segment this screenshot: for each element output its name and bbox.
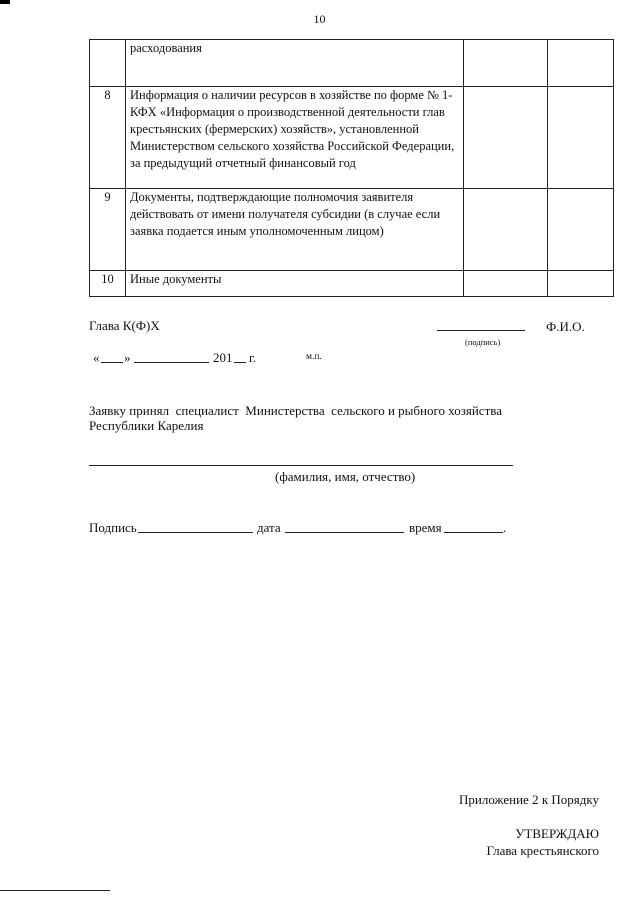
signature-line <box>437 330 525 331</box>
table-cell-empty <box>464 189 548 271</box>
year-line <box>234 362 246 363</box>
acceptance-line-2: Республики Карелия <box>89 418 204 433</box>
row-number: 10 <box>90 271 126 297</box>
appendix-title: Приложение 2 к Порядку <box>459 792 599 807</box>
year-suffix: г. <box>249 350 257 365</box>
head-label: Глава крестьянского <box>486 843 599 858</box>
period-mark: . <box>503 520 507 535</box>
table-cell-empty <box>548 189 614 271</box>
vremya-line <box>444 532 503 533</box>
podpis-label: Подпись <box>89 520 137 535</box>
podpis-line <box>138 532 253 533</box>
footnote-divider <box>0 890 110 891</box>
scan-corner-mark <box>0 0 10 4</box>
stamp-place: м.п. <box>306 352 322 362</box>
page-number: 10 <box>313 12 326 26</box>
data-line <box>285 532 404 533</box>
fio-caption: (фамилия, имя, отчество) <box>275 469 416 484</box>
table-row <box>90 87 614 189</box>
row-number: 8 <box>90 87 126 189</box>
table-row <box>90 271 614 297</box>
documents-table <box>89 39 614 297</box>
table-cell-empty <box>548 271 614 297</box>
fio-line <box>89 465 513 466</box>
table-cell-empty <box>464 271 548 297</box>
approve-label: УТВЕРЖДАЮ <box>515 826 599 841</box>
signature-caption: (подпись) <box>465 337 501 347</box>
table-cell-empty <box>464 87 548 189</box>
table-cell-empty <box>548 87 614 189</box>
year-prefix: 201 <box>213 350 233 365</box>
month-line <box>134 362 209 363</box>
vremya-label: время <box>409 520 442 535</box>
fio-label: Ф.И.О. <box>546 319 585 334</box>
row-text: Иные документы <box>126 271 464 297</box>
row-text: Информация о наличии ресурсов в хозяйстве по форме № 1-КФХ «Информация о производственной деятельности глав крестьянских (фермерских) хозяйств», установленной Министерством сельского хозяйства Российской Федерации, за предыдущий отчетный финансовый год <box>126 87 464 189</box>
day-line <box>101 362 123 363</box>
table-row <box>90 189 614 271</box>
date-close-quote: » <box>124 350 131 365</box>
table-row <box>90 40 614 87</box>
row-text: расходования <box>126 40 464 87</box>
data-label: дата <box>257 520 281 535</box>
row-number: 9 <box>90 189 126 271</box>
date-open-quote: « <box>93 350 100 365</box>
acceptance-line-1: Заявку принял специалист Министерства сельского и рыбного хозяйства <box>89 403 502 418</box>
table-cell-empty <box>548 40 614 87</box>
row-number <box>90 40 126 87</box>
head-kfh-label: Глава К(Ф)Х <box>89 318 160 333</box>
table-cell-empty <box>464 40 548 87</box>
row-text: Документы, подтверждающие полномочия заявителя действовать от имени получателя субсидии (в случае если заявка подается иным уполномоченным лицом) <box>126 189 464 271</box>
